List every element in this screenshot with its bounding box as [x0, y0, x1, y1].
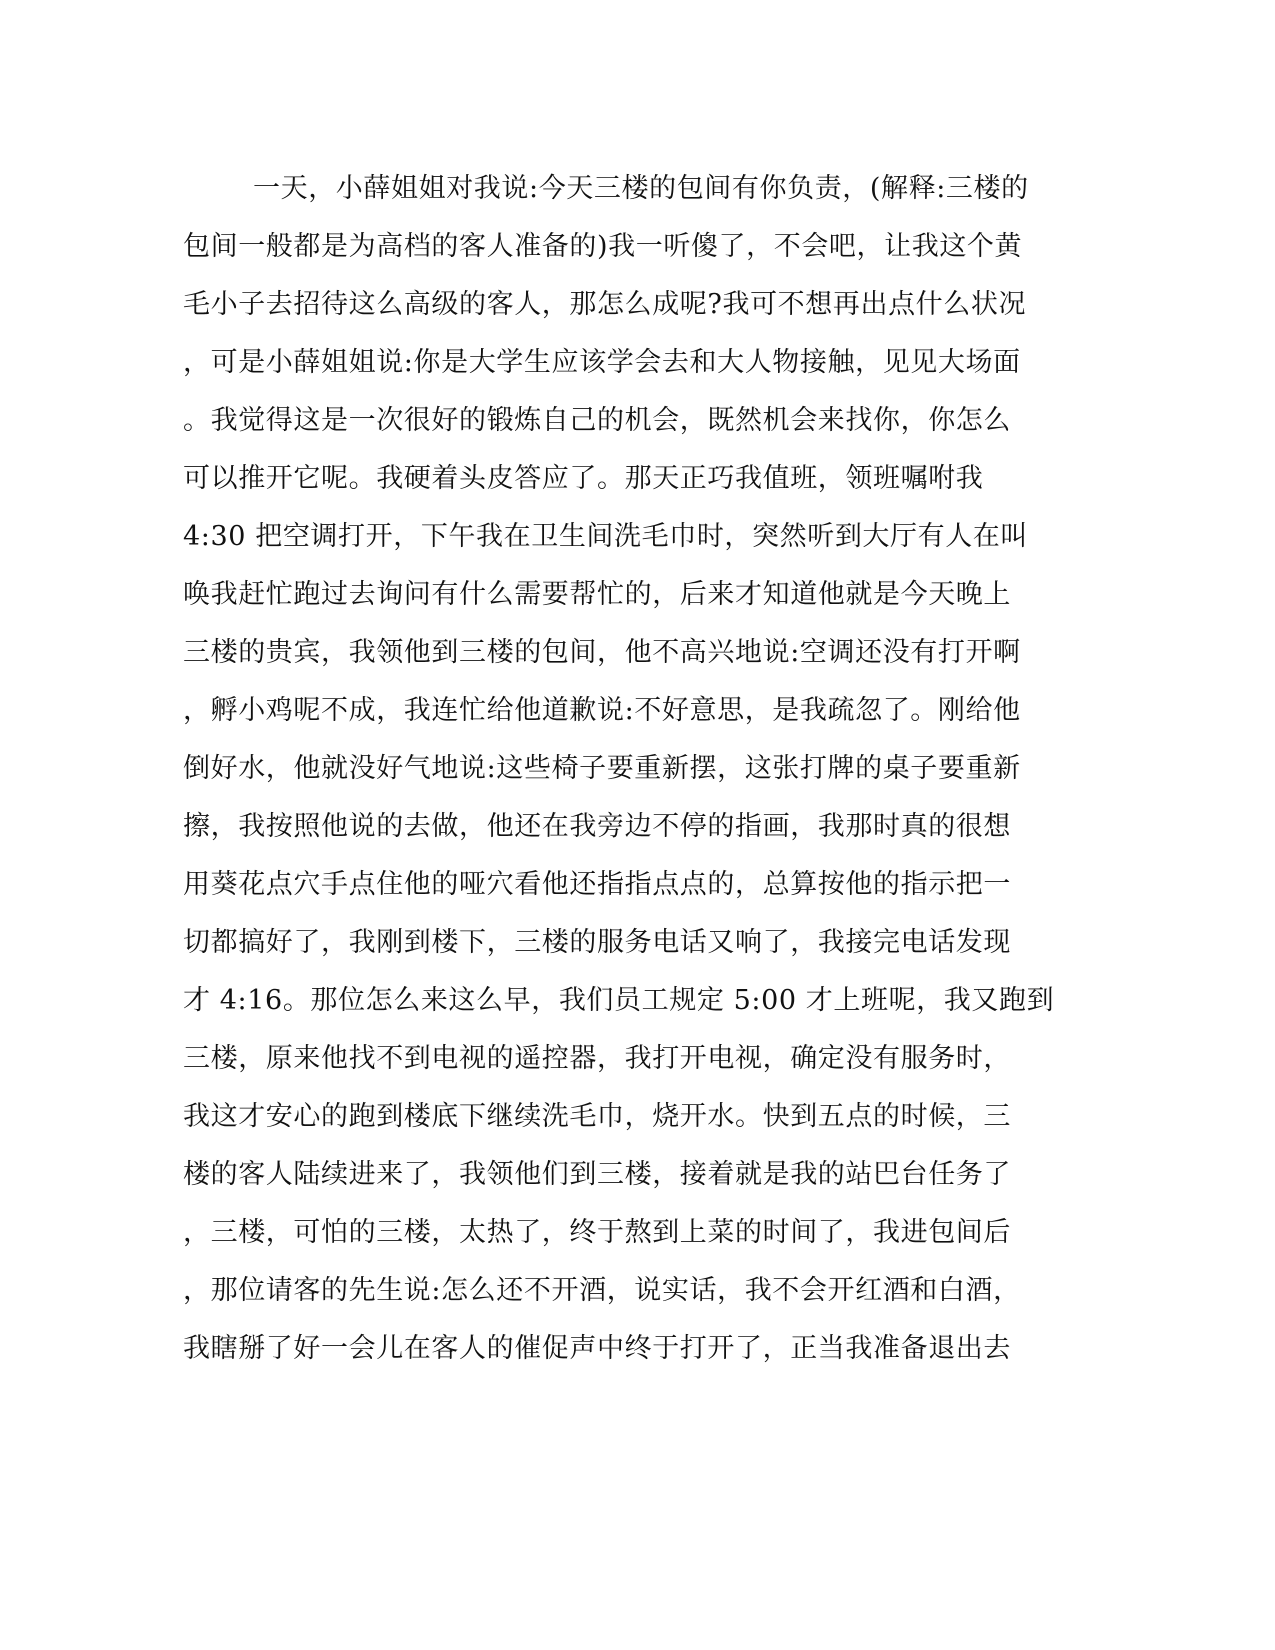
paragraph-line-7: 4:30 把空调打开，下午我在卫生间洗毛巾时，突然听到大厅有人在叫 [183, 521, 1029, 552]
paragraph-line-8: 唤我赶忙跑过去询问有什么需要帮忙的，后来才知道他就是今天晚上 [183, 579, 1011, 610]
paragraph-line-6: 可以推开它呢。我硬着头皮答应了。那天正巧我值班，领班嘱咐我 [183, 463, 984, 494]
paragraph-line-1: 一天，小薛姐姐对我说:今天三楼的包间有你负责，(解释:三楼的 [253, 173, 1029, 204]
paragraph-line-15: 才 4:16。那位怎么来这么早，我们员工规定 5:00 才上班呢，我又跑到 [183, 985, 1055, 1016]
paragraph-line-14: 切都搞好了，我刚到楼下，三楼的服务电话又响了，我接完电话发现 [183, 927, 1011, 958]
paragraph-line-2: 包间一般都是为高档的客人准备的)我一听傻了，不会吧，让我这个黄 [183, 231, 1023, 262]
paragraph-line-18: 楼的客人陆续进来了，我领他们到三楼，接着就是我的站巴台任务了 [183, 1159, 1011, 1190]
paragraph-line-3: 毛小子去招待这么高级的客人，那怎么成呢?我可不想再出点什么状况 [183, 289, 1027, 320]
paragraph-line-12: 擦，我按照他说的去做，他还在我旁边不停的指画，我那时真的很想 [183, 811, 1011, 842]
paragraph-line-13: 用葵花点穴手点住他的哑穴看他还指指点点的，总算按他的指示把一 [183, 869, 1011, 900]
paragraph-line-19: ，三楼，可怕的三楼，太热了，终于熬到上菜的时间了，我进包间后 [183, 1217, 1011, 1248]
paragraph-line-9: 三楼的贵宾，我领他到三楼的包间，他不高兴地说:空调还没有打开啊 [183, 637, 1021, 668]
paragraph-line-5: 。我觉得这是一次很好的锻炼自己的机会，既然机会来找你，你怎么 [183, 405, 1011, 436]
paragraph-line-20: ，那位请客的先生说:怎么还不开酒，说实话，我不会开红酒和白酒， [183, 1275, 1021, 1306]
paragraph-line-4: ，可是小薛姐姐说:你是大学生应该学会去和大人物接触，见见大场面 [183, 347, 1021, 378]
paragraph-line-17: 我这才安心的跑到楼底下继续洗毛巾，烧开水。快到五点的时候，三 [183, 1101, 1011, 1132]
body-paragraph [183, 160, 1055, 1378]
paragraph-line-16: 三楼，原来他找不到电视的遥控器，我打开电视，确定没有服务时， [183, 1043, 1011, 1074]
paragraph-line-21: 我瞎掰了好一会儿在客人的催促声中终于打开了，正当我准备退出去 [183, 1333, 1011, 1364]
paragraph-line-10: ，孵小鸡呢不成，我连忙给他道歉说:不好意思，是我疏忽了。刚给他 [183, 695, 1021, 726]
paragraph-line-11: 倒好水，他就没好气地说:这些椅子要重新摆，这张打牌的桌子要重新 [183, 753, 1021, 784]
